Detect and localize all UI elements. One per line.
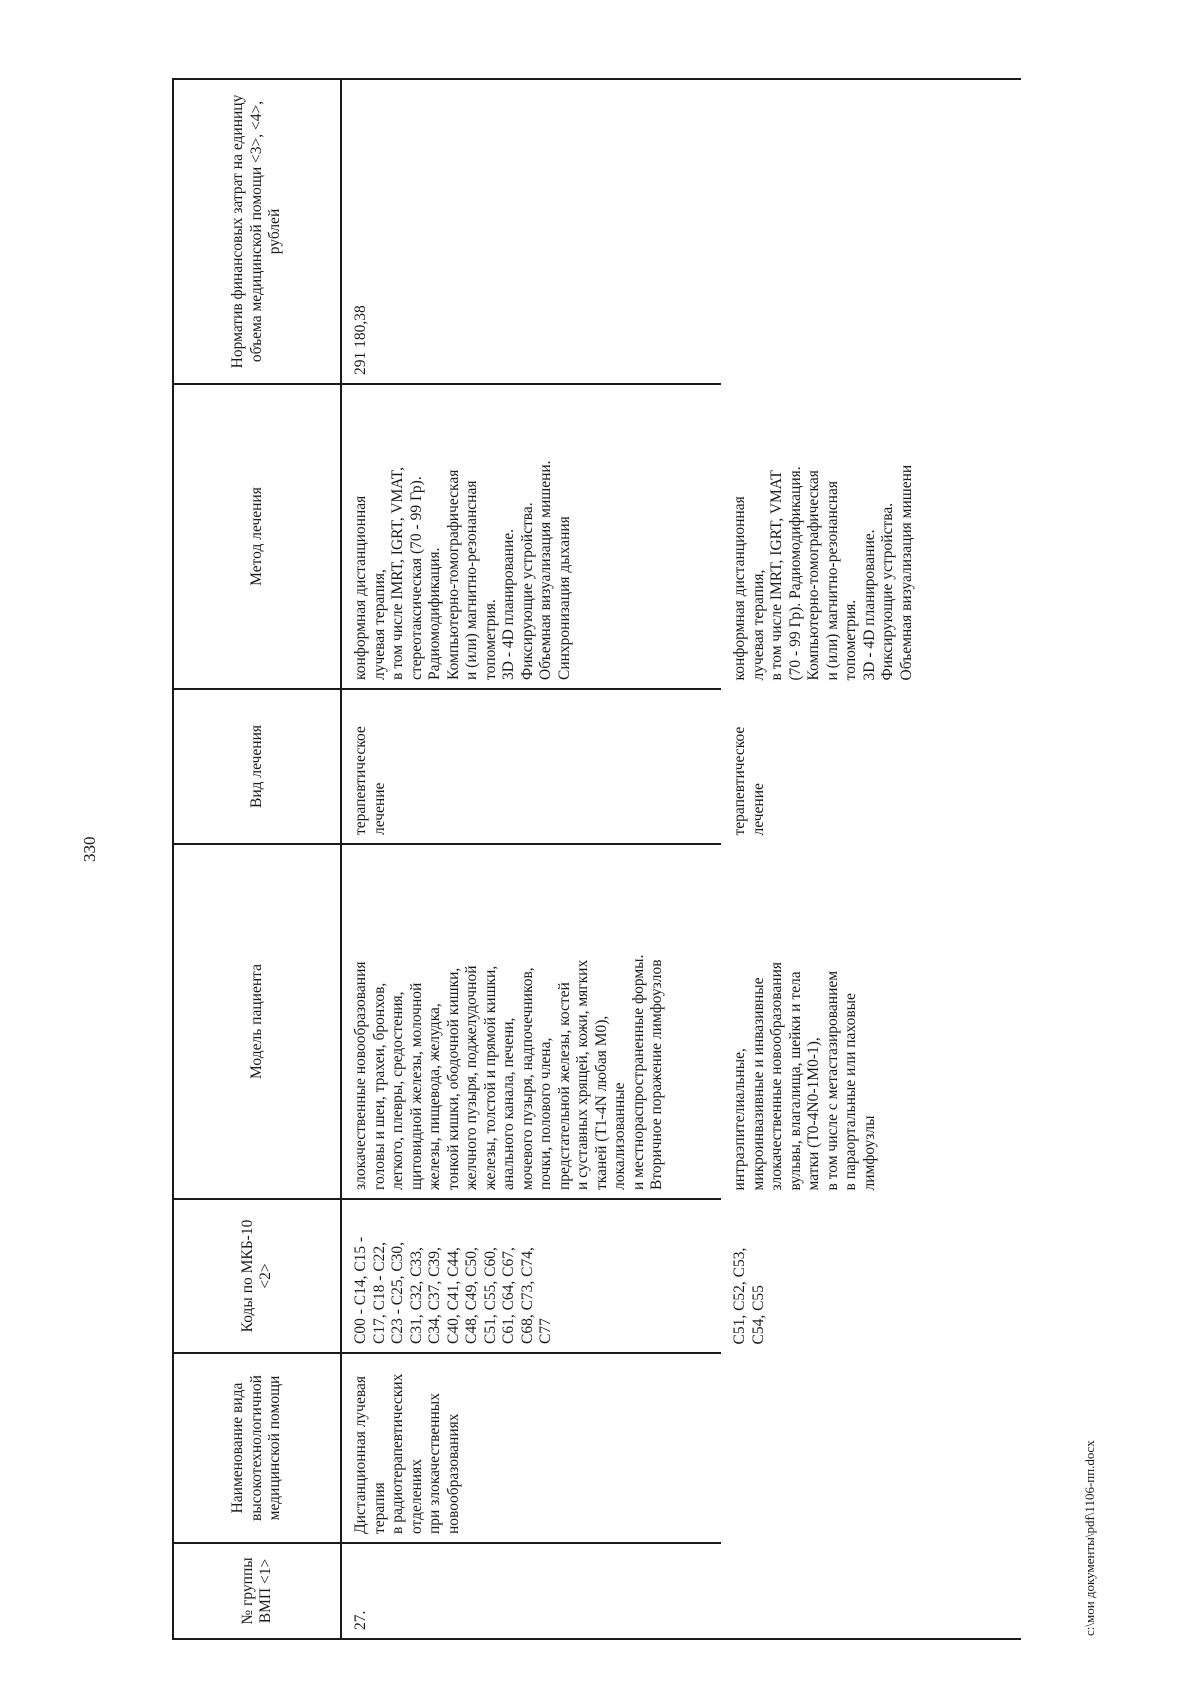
cell-patient-model: интраэпителиальные, микроинвазивные и инвазивные злокачественные новообразования вульвы, влагалища, шейки и тела матки (T0-4N0-1M0-1), в том числе с метастазированием в параортальные или паховые лимфоузлы [731,961,878,1191]
cell-treatment-method: конформная дистанционная лучевая терапия, в том числе IMRT, IGRT, VMAT (70 - 99 Гр). Радиомодификация. Компьютерно-томографическая и (или) магнитно-резонансная топометрия. 3D - 4D планирование. Фиксирующие устройства. Объемная визуализация мишени [731,464,915,681]
header-cost-norm: Норматив финансовых затрат на единицу объема медицинской помощи <3>, <4>, рублей [173,79,341,384]
cell-treatment-type: терапевтическое лечение [731,726,767,836]
cell-cost-norm [721,79,1021,384]
header-group-number: № группы ВМП <1> [173,1543,341,1639]
cell-treatment-type: терапевтическое лечение [341,689,721,844]
cell-treatment-method: конформная дистанционная лучевая терапия, в том числе IMRT, IGRT, VMAT, стереотаксическая (70 - 99 Гр). Радиомодификация. Компьютерно-томографическая и (или) магнитно-резонансная топометрия. 3D - 4D планирование. Фиксирующие устройства. Объемная визуализация мишени. Синхронизация дыхания [341,384,721,689]
cell-group-number [721,1543,1021,1639]
cell-patient-model: злокачественные новообразования головы и шеи, трахеи, бронхов, легкого, плевры, средостения, щитовидной железы, молочной железы, пищевода, желудка, тонкой кишки, ободочной кишки, желчного пузыря, поджелудочной железы, толстой и прямой кишки, анального канала, печени, мочевого пузыря, надпочечников, почки, полового члена, предстательной железы, костей и суставных хрящей, кожи, мягких тканей (T1-4N любая M0), локализованные и местнораспространенные формы. Вторичное поражение лимфоузлов [341,844,721,1199]
vmp-table [172,78,1021,1640]
cell-group-number: 27. [341,1543,721,1639]
header-patient-model: Модель пациента [173,844,341,1199]
table-container [172,80,1192,1640]
footer-file-path: c:\мои документы\pdf\1106-пп.docx [1082,1440,1097,1636]
table-row [341,79,721,1639]
header-treatment-method: Метод лечения [173,384,341,689]
table-row [721,79,1021,1639]
cell-icd-codes: C00 - C14, C15 - C17, C18 - C22, C23 - C25, C30, C31, C32, C33, C34, C37, C39, C40, C41, C44, C48, C49, C50, C51, C55, C60, C61, C64, C67, C68, C73, C74, C77 [341,1199,721,1353]
cell-icd-codes: C51, C52, C53, C54, C55 [731,1247,767,1345]
page-number: 330 [80,836,99,862]
header-vmp-name: Наименование вида высокотехнологичной медицинской помощи [173,1353,341,1543]
cell-cost-norm: 291 180,38 [341,79,721,384]
table-header-row [173,79,341,1639]
header-treatment-type: Вид лечения [173,689,341,844]
cell-vmp-name [721,1353,1021,1543]
header-icd-codes: Коды по МКБ-10 <2> [173,1199,341,1353]
cell-vmp-name: Дистанционная лучевая терапия в радиотерапевтических отделениях при злокачественных новообразованиях [341,1353,721,1543]
